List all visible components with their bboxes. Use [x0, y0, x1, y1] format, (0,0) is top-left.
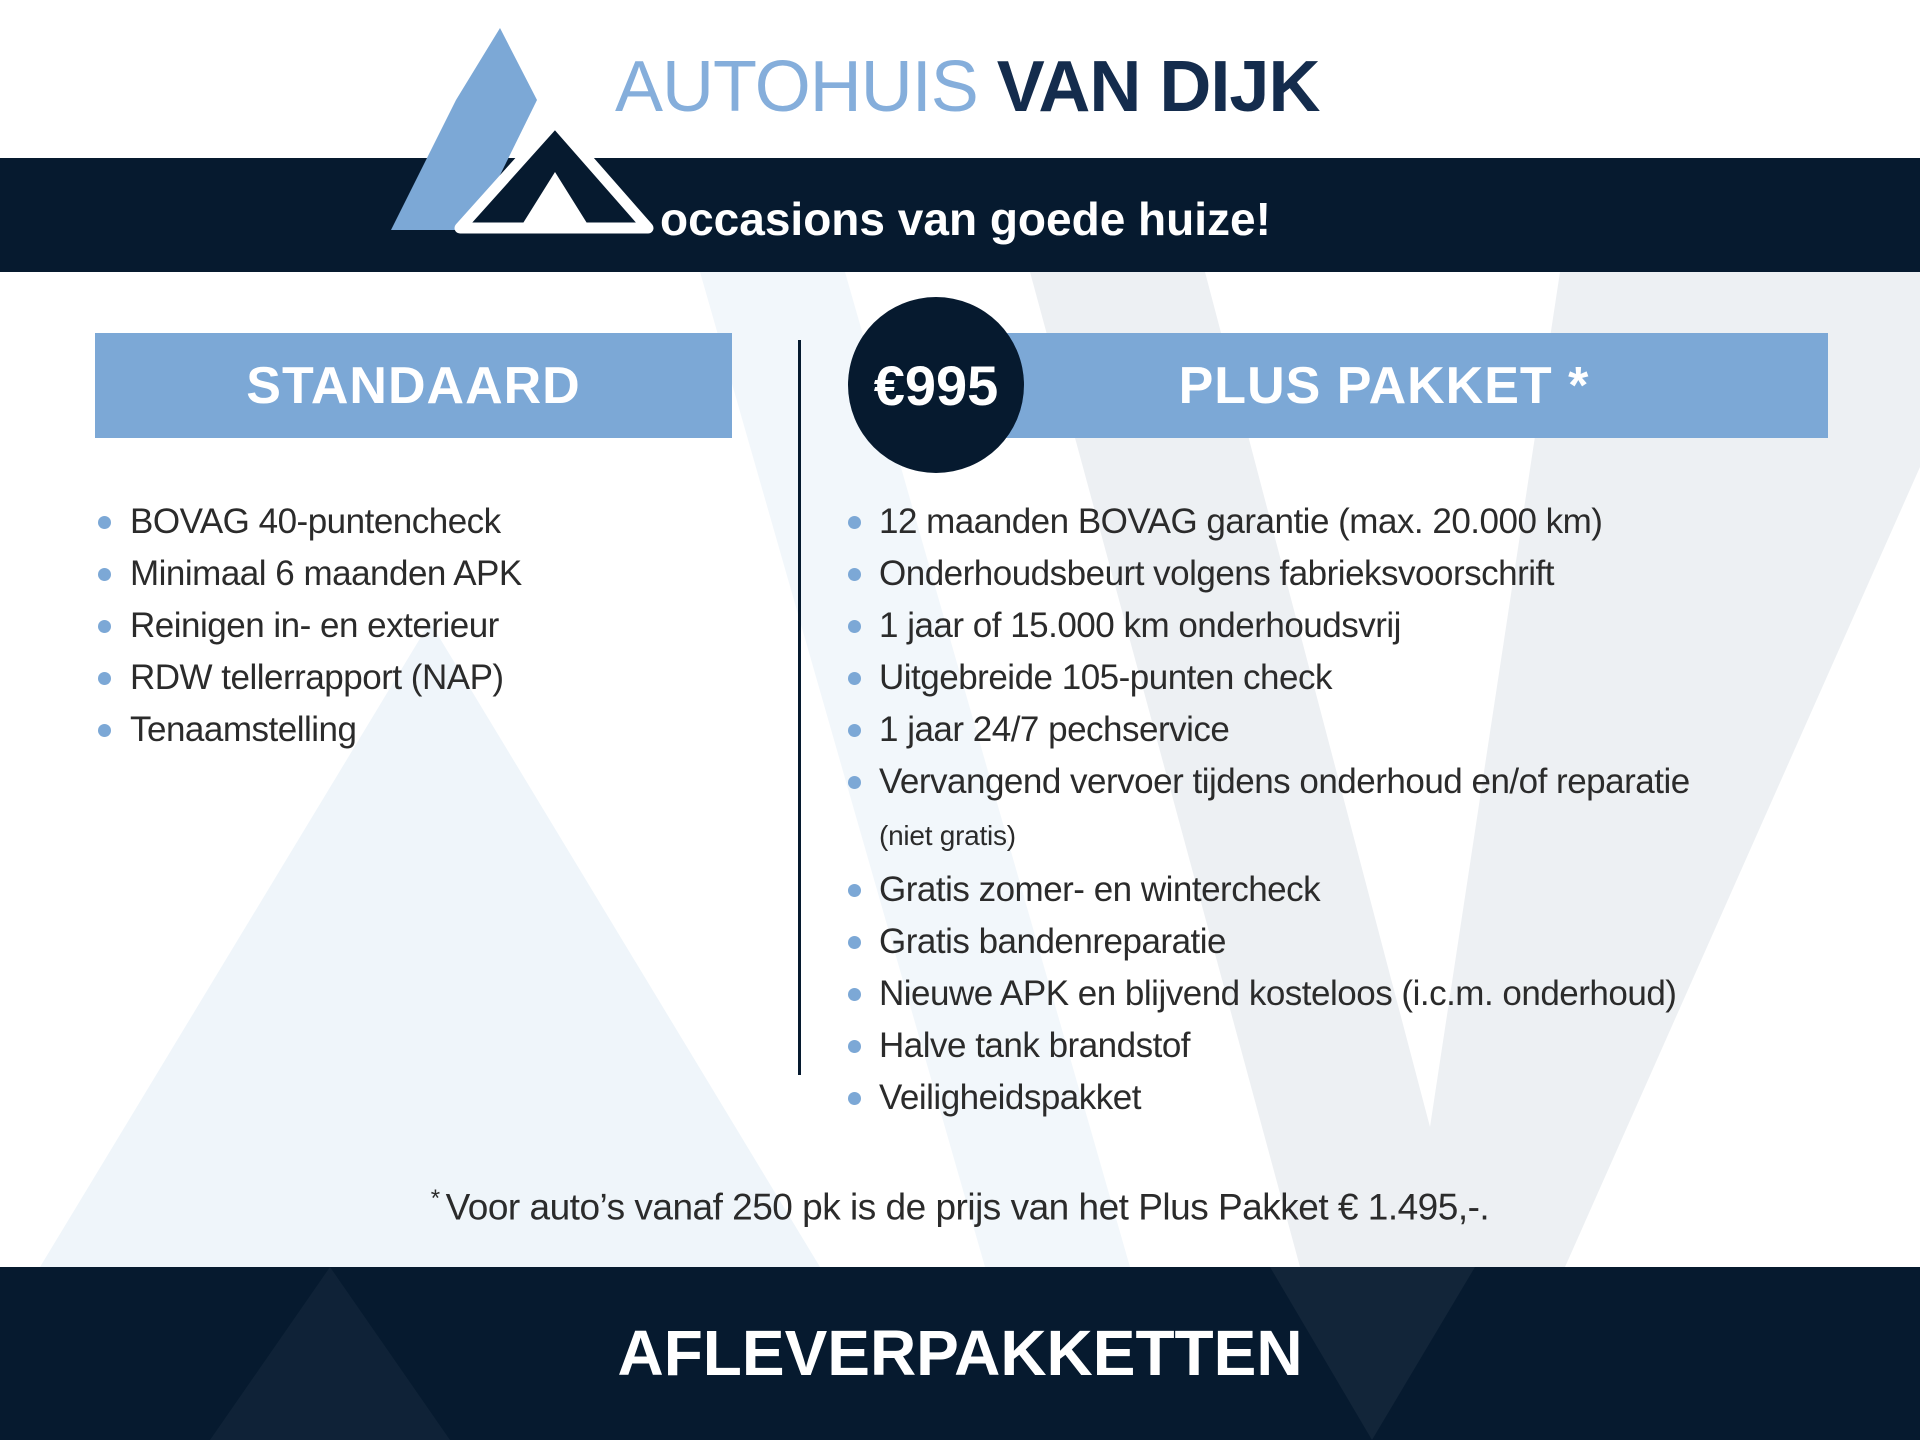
standard-package-title: STANDAARD [246, 356, 581, 415]
list-item [92, 704, 752, 756]
list-item-text: Tenaamstelling [130, 710, 357, 749]
list-item [92, 496, 752, 548]
list-item-text: 1 jaar of 15.000 km onderhoudsvrij [879, 606, 1401, 645]
list-item-text: Onderhoudsbeurt volgens fabrieksvoorschrift [879, 554, 1554, 593]
plus-package-header [940, 333, 1828, 438]
footnote-asterisk: * [430, 1185, 440, 1212]
bullet-dot-icon [98, 672, 111, 685]
list-item [845, 756, 1905, 864]
bullet-dot-icon [98, 516, 111, 529]
list-item-text: Nieuwe APK en blijvend kosteloos (i.c.m. onderhoud) [879, 974, 1677, 1013]
bullet-dot-icon [848, 724, 861, 737]
list-item-text: BOVAG 40-puntencheck [130, 502, 501, 541]
list-item [845, 916, 1905, 968]
list-item-text: Reinigen in- en exterieur [130, 606, 499, 645]
bullet-dot-icon [848, 620, 861, 633]
tagline: occasions van goede huize! [660, 193, 1271, 245]
bullet-dot-icon [848, 672, 861, 685]
list-item-text: RDW tellerrapport (NAP) [130, 658, 504, 697]
bullet-dot-icon [848, 516, 861, 529]
list-item-text: 1 jaar 24/7 pechservice [879, 710, 1230, 749]
list-item-note: (niet gratis) [879, 820, 1016, 851]
list-item [92, 652, 752, 704]
bullet-dot-icon [848, 884, 861, 897]
list-item [845, 496, 1905, 548]
bullet-dot-icon [848, 988, 861, 1001]
list-item [845, 1020, 1905, 1072]
list-item-text: Gratis zomer- en wintercheck [879, 870, 1321, 909]
plus-package-list [845, 496, 1905, 1124]
list-item-text: 12 maanden BOVAG garantie (max. 20.000 km) [879, 502, 1603, 541]
list-item [92, 600, 752, 652]
brand-name-light: AUTOHUIS [615, 47, 978, 127]
bullet-dot-icon [848, 568, 861, 581]
list-item-text: Veiligheidspakket [879, 1078, 1141, 1117]
list-item [845, 1072, 1905, 1124]
list-item-text: Minimaal 6 maanden APK [130, 554, 522, 593]
brand-name-bold: VAN DIJK [996, 47, 1320, 127]
price-badge-value: €995 [873, 353, 999, 417]
bullet-dot-icon [848, 936, 861, 949]
bullet-dot-icon [98, 620, 111, 633]
bullet-dot-icon [98, 724, 111, 737]
bullet-dot-icon [98, 568, 111, 581]
list-item-text: Gratis bandenreparatie [879, 922, 1226, 961]
list-item-text: Halve tank brandstof [879, 1026, 1191, 1065]
footnote-text: Voor auto’s vanaf 250 pk is de prijs van het Plus Pakket € 1.495,-. [445, 1186, 1490, 1228]
standard-package-header [95, 333, 732, 438]
footer-band [0, 1267, 1920, 1440]
brand-title [615, 46, 1319, 128]
list-item [845, 652, 1905, 704]
brand-logo-icon [370, 20, 670, 235]
bullet-dot-icon [848, 1040, 861, 1053]
list-item [845, 704, 1905, 756]
list-item-text: Uitgebreide 105-punten check [879, 658, 1332, 697]
bullet-dot-icon [848, 776, 861, 789]
list-item [845, 600, 1905, 652]
list-item [845, 548, 1905, 600]
footer-title: AFLEVERPAKKETTEN [617, 1317, 1303, 1389]
standard-package-list [92, 496, 752, 756]
column-divider [798, 340, 801, 1075]
footnote [0, 1185, 1920, 1228]
list-item-text: Vervangend vervoer tijdens onderhoud en/of reparatie [879, 762, 1690, 801]
plus-package-title: PLUS PAKKET * [1178, 356, 1590, 415]
bullet-dot-icon [848, 1092, 861, 1105]
list-item [92, 548, 752, 600]
list-item [845, 968, 1905, 1020]
price-badge [848, 297, 1024, 473]
list-item [845, 864, 1905, 916]
